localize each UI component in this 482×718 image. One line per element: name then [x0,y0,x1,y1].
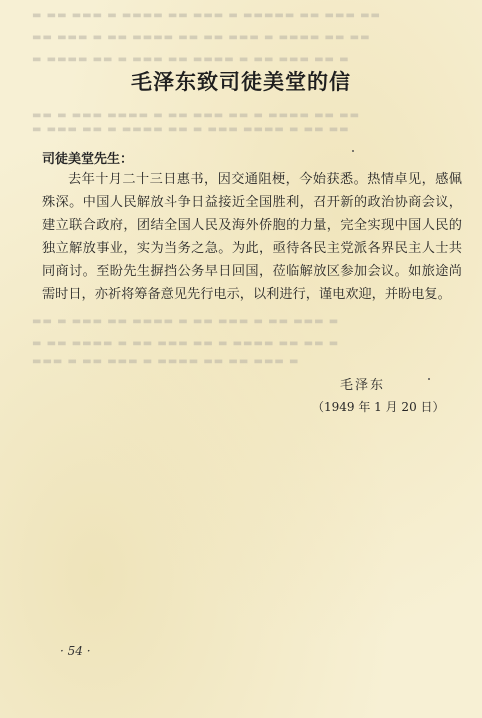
show-through-text: ▬ ▬▬ ▬▬▬ ▬ ▬▬▬▬ ▬▬ ▬▬▬ ▬ ▬▬▬▬▬ ▬▬ ▬▬▬ ▬▬ [32,12,381,20]
show-through-text: ▬ ▬▬ ▬▬▬▬ ▬ ▬▬ ▬▬▬ ▬▬ ▬ ▬▬▬▬ ▬▬ ▬▬ ▬ [32,340,340,348]
show-through-text: ▬▬ ▬ ▬▬▬ ▬▬ ▬▬▬▬ ▬ ▬▬ ▬▬▬ ▬ ▬▬ ▬▬▬ ▬ [32,318,340,326]
show-through-text: ▬▬ ▬▬▬ ▬ ▬▬ ▬▬▬▬ ▬▬ ▬▬ ▬▬▬ ▬ ▬▬▬▬ ▬▬ ▬▬ [32,34,371,42]
letter-date: （1949 年 1 月 20 日） [312,400,445,414]
page-number: · 54 · [60,644,91,658]
letter-title: 毛泽东致司徒美堂的信 [131,70,351,94]
ink-speck [352,150,354,152]
show-through-text: ▬▬ ▬ ▬▬▬ ▬▬▬▬ ▬ ▬▬ ▬▬▬ ▬▬ ▬ ▬▬▬▬ ▬▬ ▬▬ [32,112,361,120]
signature: 毛泽东 [340,378,386,393]
show-through-text: ▬▬▬ ▬ ▬▬ ▬▬▬ ▬ ▬▬▬▬ ▬▬ ▬▬ ▬▬▬ ▬ [32,358,300,366]
letter-body: 去年十月二十三日惠书，因交通阻梗，今始获悉。热情卓见，感佩殊深。中国人民解放斗争日益接近全国胜利，召开新的政治协商会议，建立联合政府，团结全国人民及海外侨胞的力量，完全实现中国人民的独立解放事业，实为当务之急。为此，亟待各民主党派各界民主人士共同商讨。至盼先生摒挡公务早日回国，莅临解放区参加会议。如旅途尚需时日，亦祈将筹备意见先行电示，以利进行，谨电欢迎，并盼电复。 [42,172,462,302]
salutation: 司徒美堂先生： [42,152,134,167]
ink-speck [428,378,430,380]
show-through-text: ▬ ▬▬▬▬ ▬▬ ▬ ▬▬▬ ▬▬ ▬▬▬▬ ▬ ▬▬ ▬▬▬ ▬▬ ▬ [32,56,350,64]
show-through-text: ▬ ▬▬▬ ▬▬ ▬ ▬▬▬▬ ▬▬ ▬ ▬▬▬ ▬▬▬▬ ▬ ▬▬ ▬▬ [32,126,350,134]
